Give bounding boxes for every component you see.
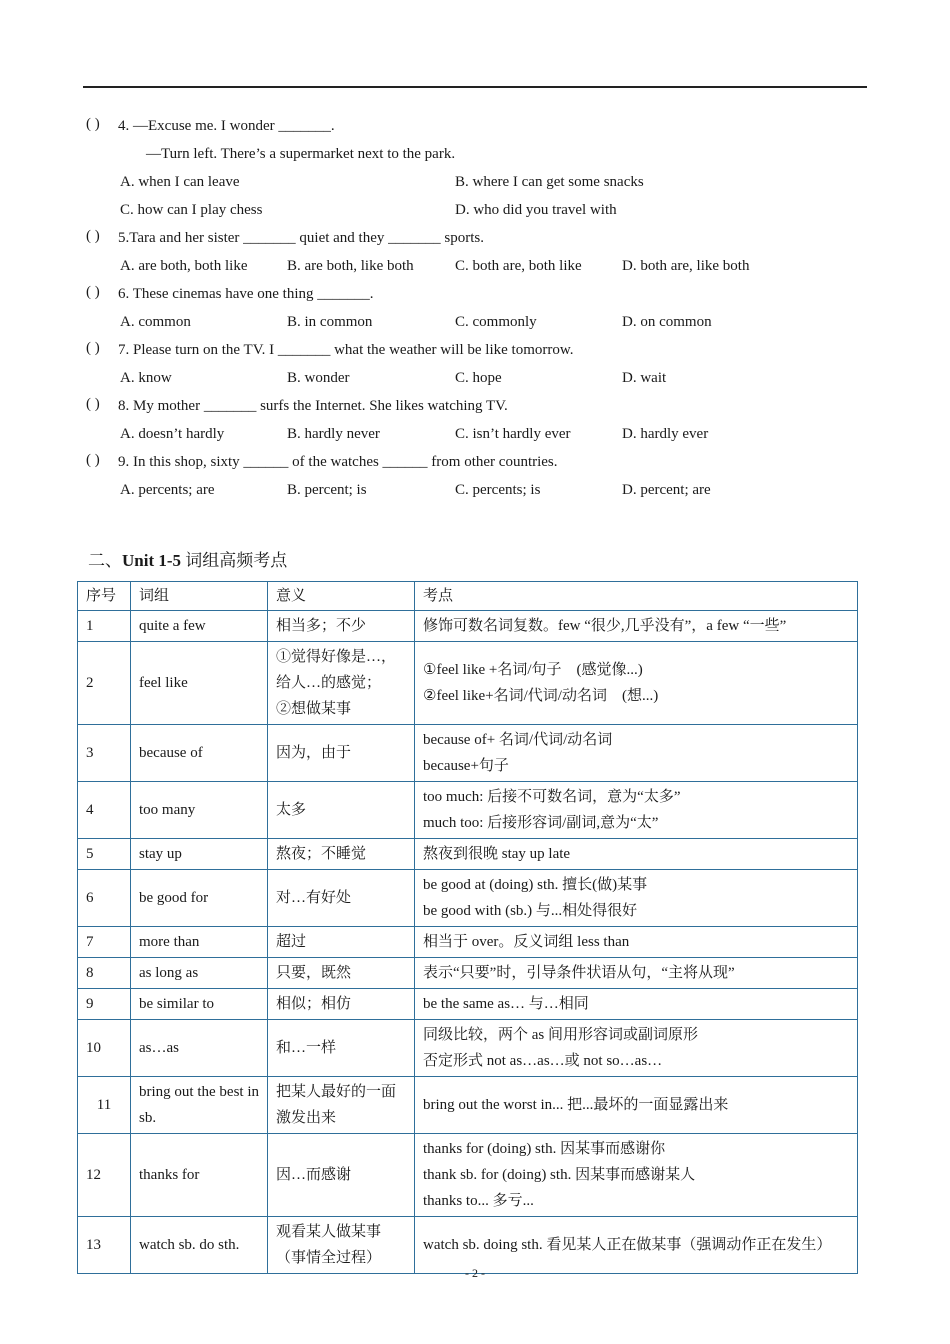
option-b: B. wonder [287, 370, 350, 386]
option-a: A. are both, both like [120, 258, 248, 274]
meaning-line: 把某人最好的一面激发出来 [276, 1084, 397, 1126]
row-point [415, 1077, 858, 1134]
question-stem: 9. In this shop, sixty ______ of the watches ______ from other countries. [118, 454, 558, 470]
row-point [415, 611, 858, 642]
option-d: D. wait [622, 370, 667, 386]
point-line: thank sb. for (doing) sth. 因某事而感谢某人 [423, 1167, 696, 1183]
meaning-line: 因为，由于 [276, 745, 352, 761]
point-line: thanks to... 多亏... [423, 1193, 534, 1209]
option-c: C. percents; is [455, 482, 541, 498]
section-prefix: 二、 [88, 551, 122, 570]
table-row [78, 927, 858, 958]
option-a: A. when I can leave [120, 174, 240, 190]
meaning-line: 相当多；不少 [276, 618, 367, 634]
point-line: 修饰可数名词复数。few “很少,几乎没有”，a few “一些” [423, 618, 787, 634]
table-row [78, 611, 858, 642]
answer-blank[interactable]: ( ) [86, 228, 100, 244]
row-meaning [268, 989, 415, 1020]
row-number: 3 [78, 725, 131, 782]
option-c: C. commonly [455, 314, 537, 330]
point-line: ②feel like+名词/代词/动名词 (想...) [423, 688, 659, 704]
row-phrase: as…as [131, 1020, 268, 1077]
section-suffix: 词组高频考点 [181, 551, 288, 570]
table-row [78, 782, 858, 839]
row-number: 2 [78, 642, 131, 725]
row-meaning [268, 725, 415, 782]
point-line: 相当于 over。反义词组 less than [423, 934, 630, 950]
table-row [78, 1020, 858, 1077]
page-number: - 2 - [465, 1266, 485, 1280]
row-number: 7 [78, 927, 131, 958]
point-line: be good with (sb.) 与...相处得很好 [423, 903, 638, 919]
meaning-line: ①觉得好像是…， [276, 649, 397, 665]
row-number: 6 [78, 870, 131, 927]
row-point [415, 927, 858, 958]
point-line: watch sb. doing sth. 看见某人正在做某事（强调动作正在发生） [423, 1237, 832, 1253]
row-number: 8 [78, 958, 131, 989]
meaning-line: 超过 [276, 934, 307, 950]
row-phrase: watch sb. do sth. [131, 1217, 268, 1274]
option-b: B. in common [287, 314, 373, 330]
meaning-line: ②想做某事 [276, 701, 352, 717]
row-point [415, 782, 858, 839]
option-b: B. hardly never [287, 426, 380, 442]
row-phrase: because of [131, 725, 268, 782]
table-row [78, 1217, 858, 1274]
point-line: 否定形式 not as…as…或 not so…as… [423, 1053, 663, 1069]
answer-blank[interactable]: ( ) [86, 340, 100, 356]
option-b: B. percent; is [287, 482, 367, 498]
table-row [78, 870, 858, 927]
row-phrase: as long as [131, 958, 268, 989]
row-number: 10 [78, 1020, 131, 1077]
row-number: 4 [78, 782, 131, 839]
point-line: be the same as… 与…相同 [423, 996, 589, 1012]
header-num: 序号 [78, 582, 131, 611]
question-stem: 8. My mother _______ surfs the Internet. She likes watching TV. [118, 398, 508, 414]
meaning-line: 只要，既然 [276, 965, 352, 981]
row-phrase: be similar to [131, 989, 268, 1020]
row-number: 13 [78, 1217, 131, 1274]
row-meaning [268, 927, 415, 958]
row-number: 9 [78, 989, 131, 1020]
option-b: B. where I can get some snacks [455, 174, 644, 190]
row-phrase: bring out the best in sb. [131, 1077, 268, 1134]
option-c: C. isn’t hardly ever [455, 426, 571, 442]
row-point [415, 958, 858, 989]
row-point [415, 642, 858, 725]
row-phrase: feel like [131, 642, 268, 725]
option-a: A. common [120, 314, 191, 330]
section-title [88, 546, 287, 571]
meaning-line: 相似；相仿 [276, 996, 352, 1012]
option-a: A. know [120, 370, 172, 386]
table-row [78, 839, 858, 870]
header-rule [83, 86, 867, 88]
answer-blank[interactable]: ( ) [86, 452, 100, 468]
row-point [415, 989, 858, 1020]
table-row [78, 989, 858, 1020]
option-c: C. hope [455, 370, 502, 386]
row-meaning [268, 1217, 415, 1274]
answer-blank[interactable]: ( ) [86, 284, 100, 300]
row-phrase: too many [131, 782, 268, 839]
header-meaning: 意义 [268, 582, 415, 611]
row-meaning [268, 958, 415, 989]
table-row [78, 642, 858, 725]
section-unit: Unit 1-5 [122, 551, 182, 570]
header-phrase: 词组 [131, 582, 268, 611]
point-line: because+句子 [423, 758, 509, 774]
point-line: bring out the worst in... 把...最坏的一面显露出来 [423, 1097, 729, 1113]
meaning-line: 和…一样 [276, 1040, 337, 1056]
question-stem: 6. These cinemas have one thing _______. [118, 286, 374, 302]
row-meaning [268, 782, 415, 839]
point-line: 熬夜到很晚 stay up late [423, 846, 571, 862]
row-meaning [268, 839, 415, 870]
option-d: D. both are, like both [622, 258, 750, 274]
row-point [415, 870, 858, 927]
meaning-line: 太多 [276, 802, 307, 818]
phrase-table [77, 581, 858, 1274]
table-row [78, 1134, 858, 1217]
option-d: D. hardly ever [622, 426, 709, 442]
point-line: much too: 后接形容词/副词,意为“太” [423, 815, 659, 831]
option-b: B. are both, like both [287, 258, 414, 274]
point-line: be good at (doing) sth. 擅长(做)某事 [423, 877, 648, 893]
option-c: C. both are, both like [455, 258, 582, 274]
row-point [415, 1020, 858, 1077]
question-stem: 7. Please turn on the TV. I _______ what the weather will be like tomorrow. [118, 342, 574, 358]
meaning-line: 对…有好处 [276, 890, 352, 906]
row-phrase: more than [131, 927, 268, 958]
option-d: D. who did you travel with [455, 202, 617, 218]
row-phrase: quite a few [131, 611, 268, 642]
point-line: too much: 后接不可数名词，意为“太多” [423, 789, 681, 805]
option-a: A. percents; are [120, 482, 215, 498]
question-stem: 5.Tara and her sister _______ quiet and they _______ sports. [118, 230, 484, 246]
row-meaning [268, 642, 415, 725]
row-point [415, 839, 858, 870]
row-phrase: thanks for [131, 1134, 268, 1217]
table-row [78, 1077, 858, 1134]
row-meaning [268, 611, 415, 642]
row-number: 11 [78, 1077, 131, 1134]
row-meaning [268, 870, 415, 927]
row-point [415, 1134, 858, 1217]
row-number: 1 [78, 611, 131, 642]
header-point: 考点 [415, 582, 858, 611]
point-line: 同级比较，两个 as 间用形容词或副词原形 [423, 1027, 698, 1043]
point-line: because of+ 名词/代词/动名词 [423, 732, 613, 748]
point-line: thanks for (doing) sth. 因某事而感谢你 [423, 1141, 666, 1157]
table-body [78, 611, 858, 1274]
row-number: 5 [78, 839, 131, 870]
row-phrase: be good for [131, 870, 268, 927]
row-phrase: stay up [131, 839, 268, 870]
point-line: 表示“只要”时，引导条件状语从句，“主将从现” [423, 965, 735, 981]
point-line: ①feel like +名词/句子 (感觉像...) [423, 662, 643, 678]
question-stem-response: —Turn left. There’s a supermarket next to the park. [146, 146, 456, 162]
row-meaning [268, 1077, 415, 1134]
row-meaning [268, 1020, 415, 1077]
option-c: C. how can I play chess [120, 202, 263, 218]
question-stem: 4. —Excuse me. I wonder _______. [118, 118, 335, 134]
meaning-line: 给人…的感觉； [276, 675, 382, 691]
meaning-line: 观看某人做某事（事情全过程） [276, 1224, 382, 1266]
answer-blank[interactable]: ( ) [86, 396, 100, 412]
row-number: 12 [78, 1134, 131, 1217]
table-header-row [78, 582, 858, 611]
answer-blank[interactable]: ( ) [86, 116, 100, 132]
table-row [78, 958, 858, 989]
option-d: D. percent; are [622, 482, 711, 498]
row-point [415, 725, 858, 782]
table-row [78, 725, 858, 782]
option-d: D. on common [622, 314, 712, 330]
meaning-line: 熬夜；不睡觉 [276, 846, 367, 862]
meaning-line: 因…而感谢 [276, 1167, 352, 1183]
row-meaning [268, 1134, 415, 1217]
row-point [415, 1217, 858, 1274]
option-a: A. doesn’t hardly [120, 426, 225, 442]
